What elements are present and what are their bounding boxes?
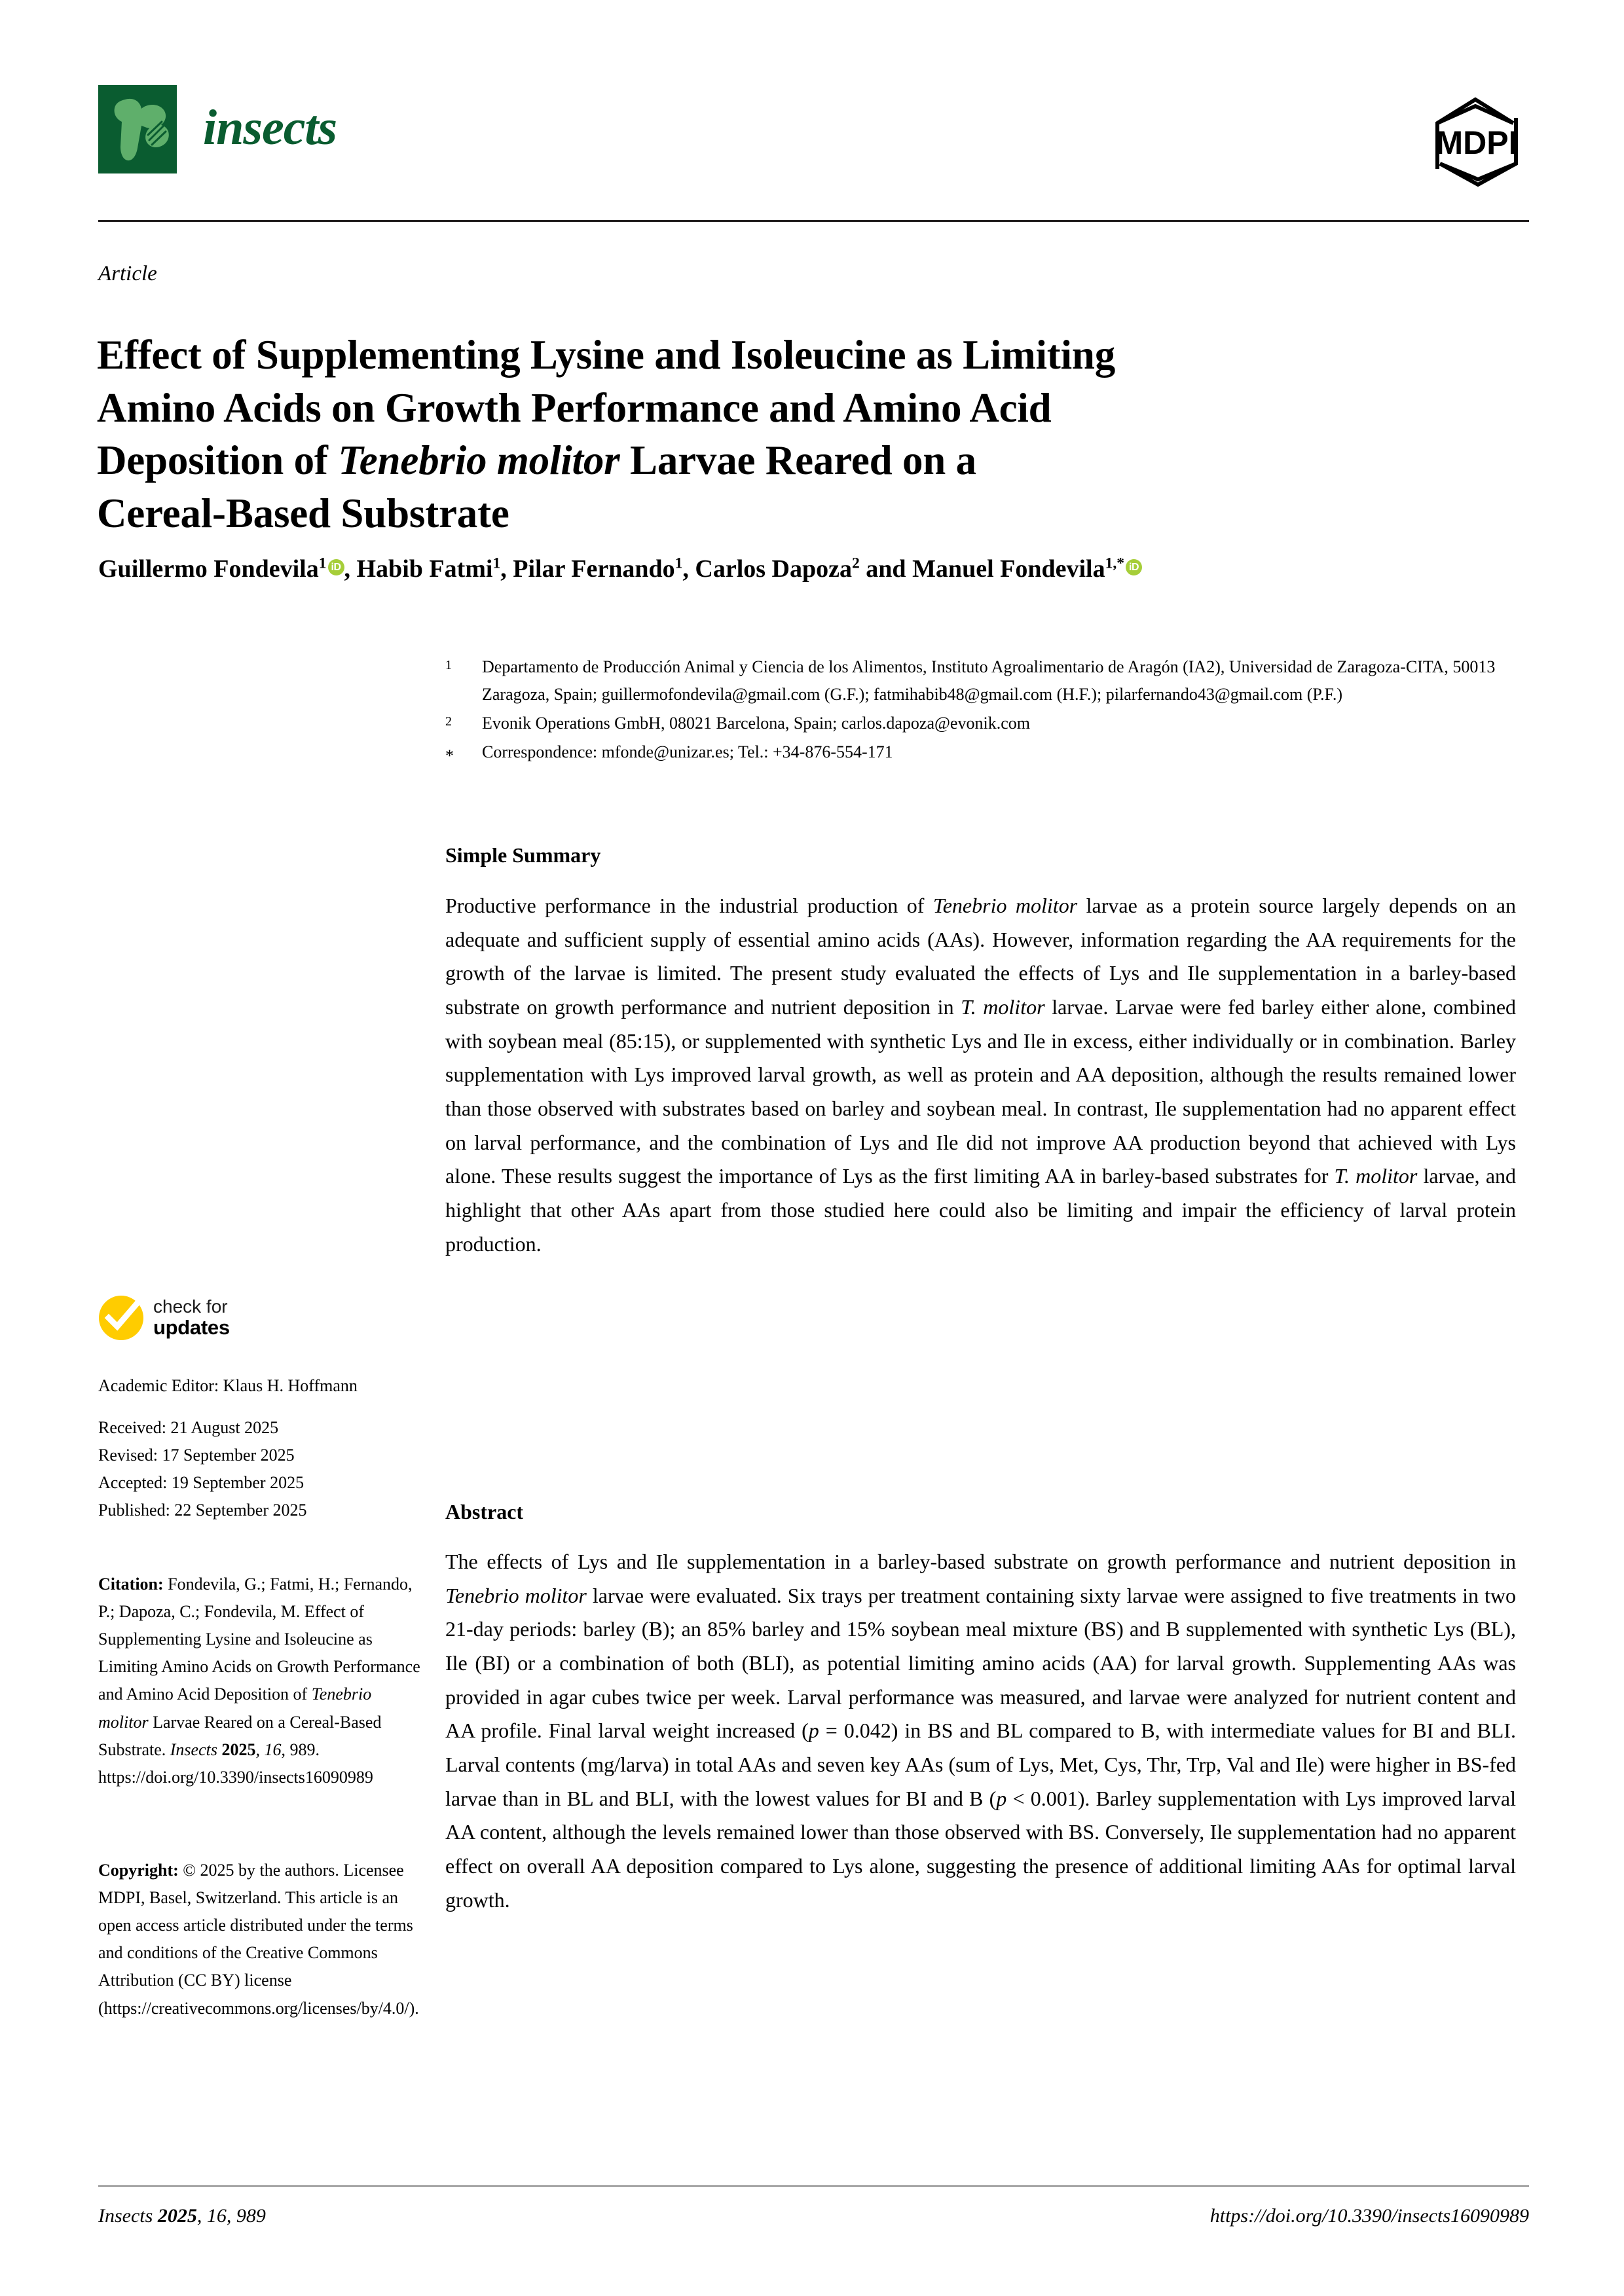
footer-citation bbox=[98, 2205, 266, 2227]
affiliation-marker: 1 bbox=[445, 658, 452, 672]
citation-year: 2025 bbox=[221, 1740, 256, 1759]
date-received: Received: 21 August 2025 bbox=[98, 1418, 279, 1437]
affiliation-item bbox=[445, 738, 1513, 770]
date-revised: Revised: 17 September 2025 bbox=[98, 1446, 295, 1465]
species-name: Tenebrio molitor bbox=[932, 894, 1078, 917]
abstract-part-b: larvae were evaluated. Six trays per treatment containing sixty larvae were assigned to five treatments in two 21-day periods: barley (B); an 85% barley and 15% soybean meal mixture (BS) and B supplemented with synthetic Lys (BL), Ile (BI) or a combination of both (BLI), as potential limiting amino acids (AA) for larval growth. Supplementing AAs was provided in agar cubes twice per week. Larval performance was measured, and larvae were analyzed for nutrient content and AA profile. Final larval weight increased ( bbox=[445, 1583, 1516, 1743]
abstract-heading: Abstract bbox=[445, 1500, 524, 1523]
orcid-icon[interactable]: iD bbox=[328, 559, 344, 575]
author-separator: , bbox=[344, 555, 357, 583]
species-name: T. molitor bbox=[961, 995, 1045, 1019]
author-name-5[interactable]: Manuel Fondevila bbox=[912, 555, 1105, 583]
abstract-part-c: = 0.042) in BS and BL compared to B, with intermediate values for BI and BLI. Larval contents (mg/larva) in total AAs and seven key AAs (sum of Lys, Met, Cys, Thr, Trp, Val and Ile) were higher in BS-fed larvae than in BL and BLI, with the lowest values for BI and B ( bbox=[445, 1719, 1517, 1810]
simple-summary-body bbox=[445, 889, 1516, 1261]
copyright-block bbox=[98, 1857, 426, 2022]
affiliations-list bbox=[445, 653, 1513, 771]
copyright-label: Copyright: bbox=[98, 1861, 179, 1880]
title-line-1: Effect of Supplementing Lysine and Isoleucine as Limiting bbox=[97, 332, 1116, 378]
summary-part-a: Productive performance in the industrial production of bbox=[445, 894, 933, 917]
species-name: Tenebrio molitor bbox=[445, 1583, 587, 1607]
title-line-2: Amino Acids on Growth Performance and Amino Acid bbox=[97, 384, 1052, 431]
species-name: T. molitor bbox=[1334, 1164, 1418, 1188]
copyright-text: © 2025 by the authors. Licensee MDPI, Basel, Switzerland. This article is an open access article distributed under the terms and conditions of the Creative Commons Attribution (CC BY) license (https://creativecommons.org/licenses/by/4.0/). bbox=[98, 1861, 419, 2018]
title-line-4: Cereal-Based Substrate bbox=[97, 490, 509, 537]
citation-authors-title: Fondevila, G.; Fatmi, H.; Fernando, P.; Dapoza, C.; Fondevila, M. Effect of Supplementing Lysine and Isoleucine as Limiting Amino Acids on Growth Performance and Amino Acid Deposition of bbox=[98, 1575, 420, 1704]
abstract-part-a: The effects of Lys and Ile supplementation in a barley-based substrate on growth performance and nutrient deposition in bbox=[445, 1550, 1516, 1573]
header-divider bbox=[98, 220, 1529, 222]
orcid-icon[interactable]: iD bbox=[1126, 559, 1142, 575]
citation-journal: Insects bbox=[170, 1740, 217, 1759]
page-footer bbox=[98, 2205, 1529, 2227]
author-separator: , bbox=[682, 555, 695, 583]
author-affiliation-marker-1: 1 bbox=[318, 555, 327, 572]
author-affiliation-marker-2: 1 bbox=[492, 555, 501, 572]
citation-volume: 16 bbox=[264, 1740, 282, 1759]
p-value-symbol: p bbox=[808, 1719, 819, 1743]
author-conjunction: and bbox=[866, 555, 906, 583]
citation-title-end: Larvae Reared on a Cereal-Based Substrate. bbox=[98, 1712, 382, 1759]
citation-volume-sep: , bbox=[255, 1740, 265, 1759]
mdpi-logo-icon[interactable] bbox=[1424, 92, 1529, 190]
affiliation-item bbox=[445, 710, 1513, 737]
affiliation-text: Departamento de Producción Animal y Ciencia de los Alimentos, Instituto Agroalimentario de Aragón (IA2), Universidad de Zaragoza-CITA, 50013 Zaragoza, Spain; guillermofondevila@gmail.com (G.F.); fatmihabib48@gmail.com (H.F.); pilarfernando43@gmail.com (P.F.) bbox=[482, 657, 1496, 704]
correspondence-marker: * bbox=[445, 746, 454, 766]
masthead bbox=[98, 85, 1529, 200]
date-accepted: Accepted: 19 September 2025 bbox=[98, 1473, 304, 1493]
footer-volume-page: , 16, 989 bbox=[196, 2205, 266, 2227]
title-line-3-prefix: Deposition of bbox=[97, 437, 339, 484]
citation-species: Tenebrio molitor bbox=[98, 1685, 372, 1732]
author-list bbox=[98, 553, 1506, 585]
p-value-symbol: p bbox=[996, 1786, 1007, 1810]
summary-part-c: larvae. Larvae were fed barley either alone, combined with soybean meal (85:15), or supplemented with synthetic Lys and Ile in excess, either individually or in combination. Barley supplementation with Lys improved larval growth, as well as protein and AA deposition, although the results remained lower than those observed with substrates based on barley and soybean meal. In contrast, Ile supplementation had no apparent effect on larval performance, and the combination of Lys and Ile did not improve AA production beyond that achieved with Lys alone. These results suggest the importance of Lys as the first limiting AA in barley-based substrates for bbox=[445, 995, 1517, 1188]
footer-divider bbox=[98, 2185, 1529, 2187]
author-name-4[interactable]: Carlos Dapoza bbox=[695, 555, 852, 583]
insects-logo-icon bbox=[98, 85, 177, 173]
simple-summary-heading: Simple Summary bbox=[445, 843, 601, 867]
summary-part-b: larvae as a protein source largely depends on an adequate and sufficient supply of essential amino acids (AAs). However, information regarding the AA requirements for the growth of the larvae is limited. The present study evaluated the effects of Lys and Ile supplementation in a barley-based substrate on growth performance and nutrient deposition in bbox=[445, 894, 1517, 1019]
author-name-3[interactable]: Pilar Fernando bbox=[513, 555, 675, 583]
summary-part-d: larvae, and highlight that other AAs apart from those studied here could also be limiting and impair the efficiency of larval protein production. bbox=[445, 1164, 1517, 1256]
correspondence-text: Correspondence: mfonde@unizar.es; Tel.: +34-876-554-171 bbox=[482, 742, 893, 762]
mdpi-wordmark: MDPI bbox=[1435, 124, 1518, 161]
check-for-updates-badge[interactable] bbox=[98, 1295, 230, 1341]
publication-dates bbox=[98, 1414, 426, 1524]
citation-label: Citation: bbox=[98, 1575, 164, 1594]
author-name-2[interactable]: Habib Fatmi bbox=[356, 555, 493, 583]
author-affiliation-marker-4: 2 bbox=[852, 555, 860, 572]
author-affiliation-marker-3: 1 bbox=[674, 555, 683, 572]
journal-brand[interactable] bbox=[98, 85, 337, 173]
article-type-label: Article bbox=[98, 262, 157, 285]
citation-page: , 989. bbox=[281, 1740, 320, 1759]
academic-editor: Academic Editor: Klaus H. Hoffmann bbox=[98, 1376, 358, 1395]
title-line-3-suffix: Larvae Reared on a bbox=[619, 437, 976, 484]
page-title bbox=[97, 329, 1452, 540]
affiliation-item bbox=[445, 653, 1513, 708]
title-species-name: Tenebrio molitor bbox=[338, 437, 620, 484]
citation-block bbox=[98, 1571, 426, 1791]
cfu-line-2: updates bbox=[153, 1316, 230, 1339]
affiliation-marker: 2 bbox=[445, 714, 452, 729]
abstract-body bbox=[445, 1545, 1516, 1917]
check-for-updates-label bbox=[153, 1296, 230, 1339]
cfu-line-1: check for bbox=[153, 1296, 228, 1317]
check-mark-icon bbox=[98, 1295, 144, 1341]
citation-doi-link[interactable]: https://doi.org/10.3390/insects16090989 bbox=[98, 1767, 373, 1787]
affiliation-text: Evonik Operations GmbH, 08021 Barcelona, Spain; carlos.dapoza@evonik.com bbox=[482, 714, 1030, 733]
date-published: Published: 22 September 2025 bbox=[98, 1501, 307, 1520]
journal-title: insects bbox=[203, 100, 337, 155]
author-separator: , bbox=[500, 555, 513, 583]
footer-doi-link[interactable]: https://doi.org/10.3390/insects16090989 bbox=[1209, 2205, 1529, 2227]
author-affiliation-marker-5: 1,* bbox=[1105, 555, 1125, 572]
footer-journal-name: Insects bbox=[98, 2205, 153, 2227]
abstract-part-d: < 0.001). Barley supplementation with Lys improved larval AA content, although the levels remained lower than those observed with BS. Conversely, Ile supplementation had no apparent effect on overall AA deposition compared to Lys alone, suggesting the presence of additional limiting AAs for optimal larval growth. bbox=[445, 1786, 1517, 1912]
footer-year: 2025 bbox=[157, 2205, 197, 2227]
author-name-1[interactable]: Guillermo Fondevila bbox=[98, 555, 319, 583]
